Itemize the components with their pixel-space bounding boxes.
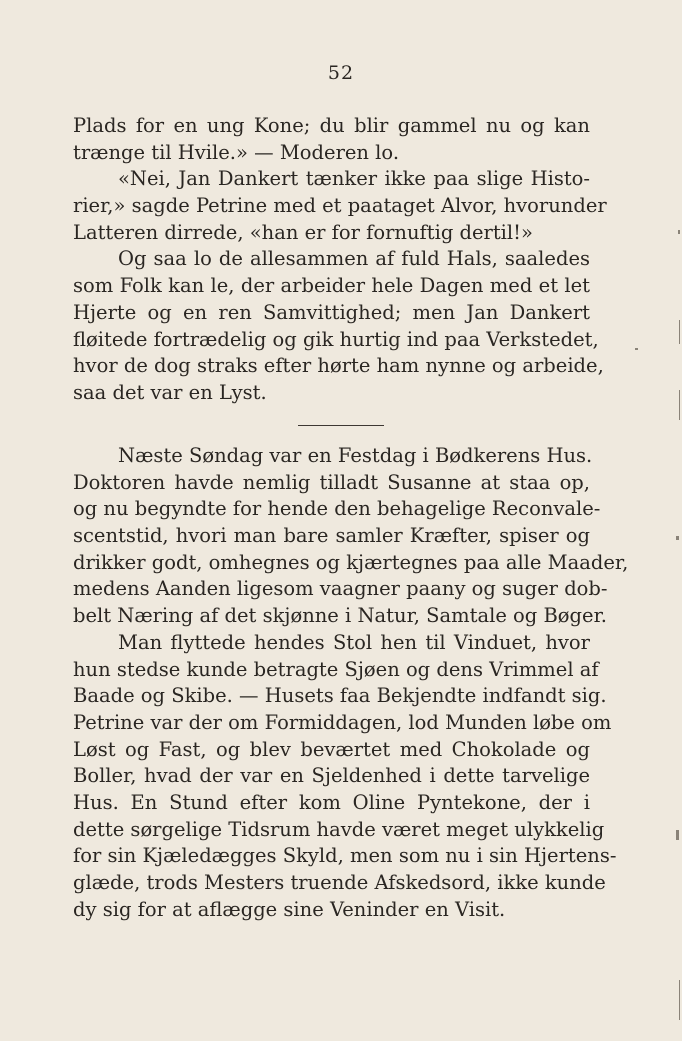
- page-number: 52: [327, 62, 355, 84]
- text-line: glæde, trods Mesters truende Afskedsord, ikke kunde: [73, 871, 606, 894]
- text-line: hvor de dog straks efter hørte ham nynne og arbeide,: [73, 354, 604, 378]
- text-line: drikker godt, omhegnes og kjærtegnes paa alle Maader,: [73, 550, 629, 574]
- text-line: for sin Kjæledægges Skyld, men som nu i sin Hjertens-: [73, 844, 617, 868]
- scan-edge-mark: [678, 230, 680, 234]
- scan-edge-mark: [679, 320, 680, 344]
- text-line: rier,» sagde Petrine med et paataget Alvor, hvorunder: [73, 194, 607, 218]
- text-line: Baade og Skibe. — Husets faa Bekjendte indfandt sig.: [73, 684, 607, 708]
- text-line: Doktoren havde nemlig tilladt Susanne at staa op,: [73, 470, 590, 494]
- scan-edge-mark: [635, 348, 638, 350]
- text-line: fløitede fortrædelig og gik hurtig ind paa Verkstedet,: [73, 327, 599, 351]
- text-line: Petrine var der om Formiddagen, lod Munden løbe om: [73, 710, 612, 734]
- text-line: saa det var en Lyst.: [73, 380, 267, 404]
- text-line: og nu begyndte for hende den behagelige Reconvale-: [73, 497, 601, 521]
- text-line: Latteren dirrede, «han er for fornuftig dertil!»: [73, 220, 533, 244]
- text-line: medens Aanden ligesom vaagner paany og suger dob-: [73, 577, 608, 601]
- scan-edge-mark: [679, 980, 680, 1020]
- text-block-2: [73, 443, 629, 923]
- text-line: Hjerte og en ren Samvittighed; men Jan Dankert: [73, 300, 590, 324]
- text-line: Og saa lo de allesammen af fuld Hals, saaledes: [118, 247, 590, 271]
- text-line: Plads for en ung Kone; du blir gammel nu og kan: [73, 114, 590, 137]
- text-block-1: [73, 113, 607, 407]
- text-line: Løst og Fast, og blev beværtet med Chokolade og: [73, 737, 590, 761]
- text-line: belt Næring af det skjønne i Natur, Samtale og Bøger.: [73, 604, 607, 628]
- text-line: Hus. En Stund efter kom Oline Pyntekone, der i: [73, 790, 590, 814]
- text-line: dette sørgelige Tidsrum havde været meget ulykkelig: [73, 817, 605, 841]
- scan-edge-mark: [679, 390, 680, 420]
- text-line: «Nei, Jan Dankert tænker ikke paa slige Histo-: [118, 167, 590, 191]
- text-line: Boller, hvad der var en Sjeldenhed i dette tarvelige: [73, 764, 590, 788]
- text-line: scentstid, hvori man bare samler Kræfter, spiser og: [73, 524, 590, 548]
- section-divider: [298, 425, 384, 426]
- text-line: som Folk kan le, der arbeider hele Dagen med et let: [73, 274, 590, 298]
- text-line: Man flyttede hendes Stol hen til Vinduet, hvor: [118, 630, 590, 654]
- text-line: hun stedse kunde betragte Sjøen og dens Vrimmel af: [73, 657, 599, 681]
- scan-edge-mark: [676, 536, 679, 540]
- text-line: trænge til Hvile.» — Moderen lo.: [73, 140, 400, 164]
- text-line: Næste Søndag var en Festdag i Bødkerens Hus.: [118, 444, 593, 467]
- scan-edge-mark: [676, 830, 679, 840]
- text-line: dy sig for at aflægge sine Veninder en Visit.: [73, 897, 506, 921]
